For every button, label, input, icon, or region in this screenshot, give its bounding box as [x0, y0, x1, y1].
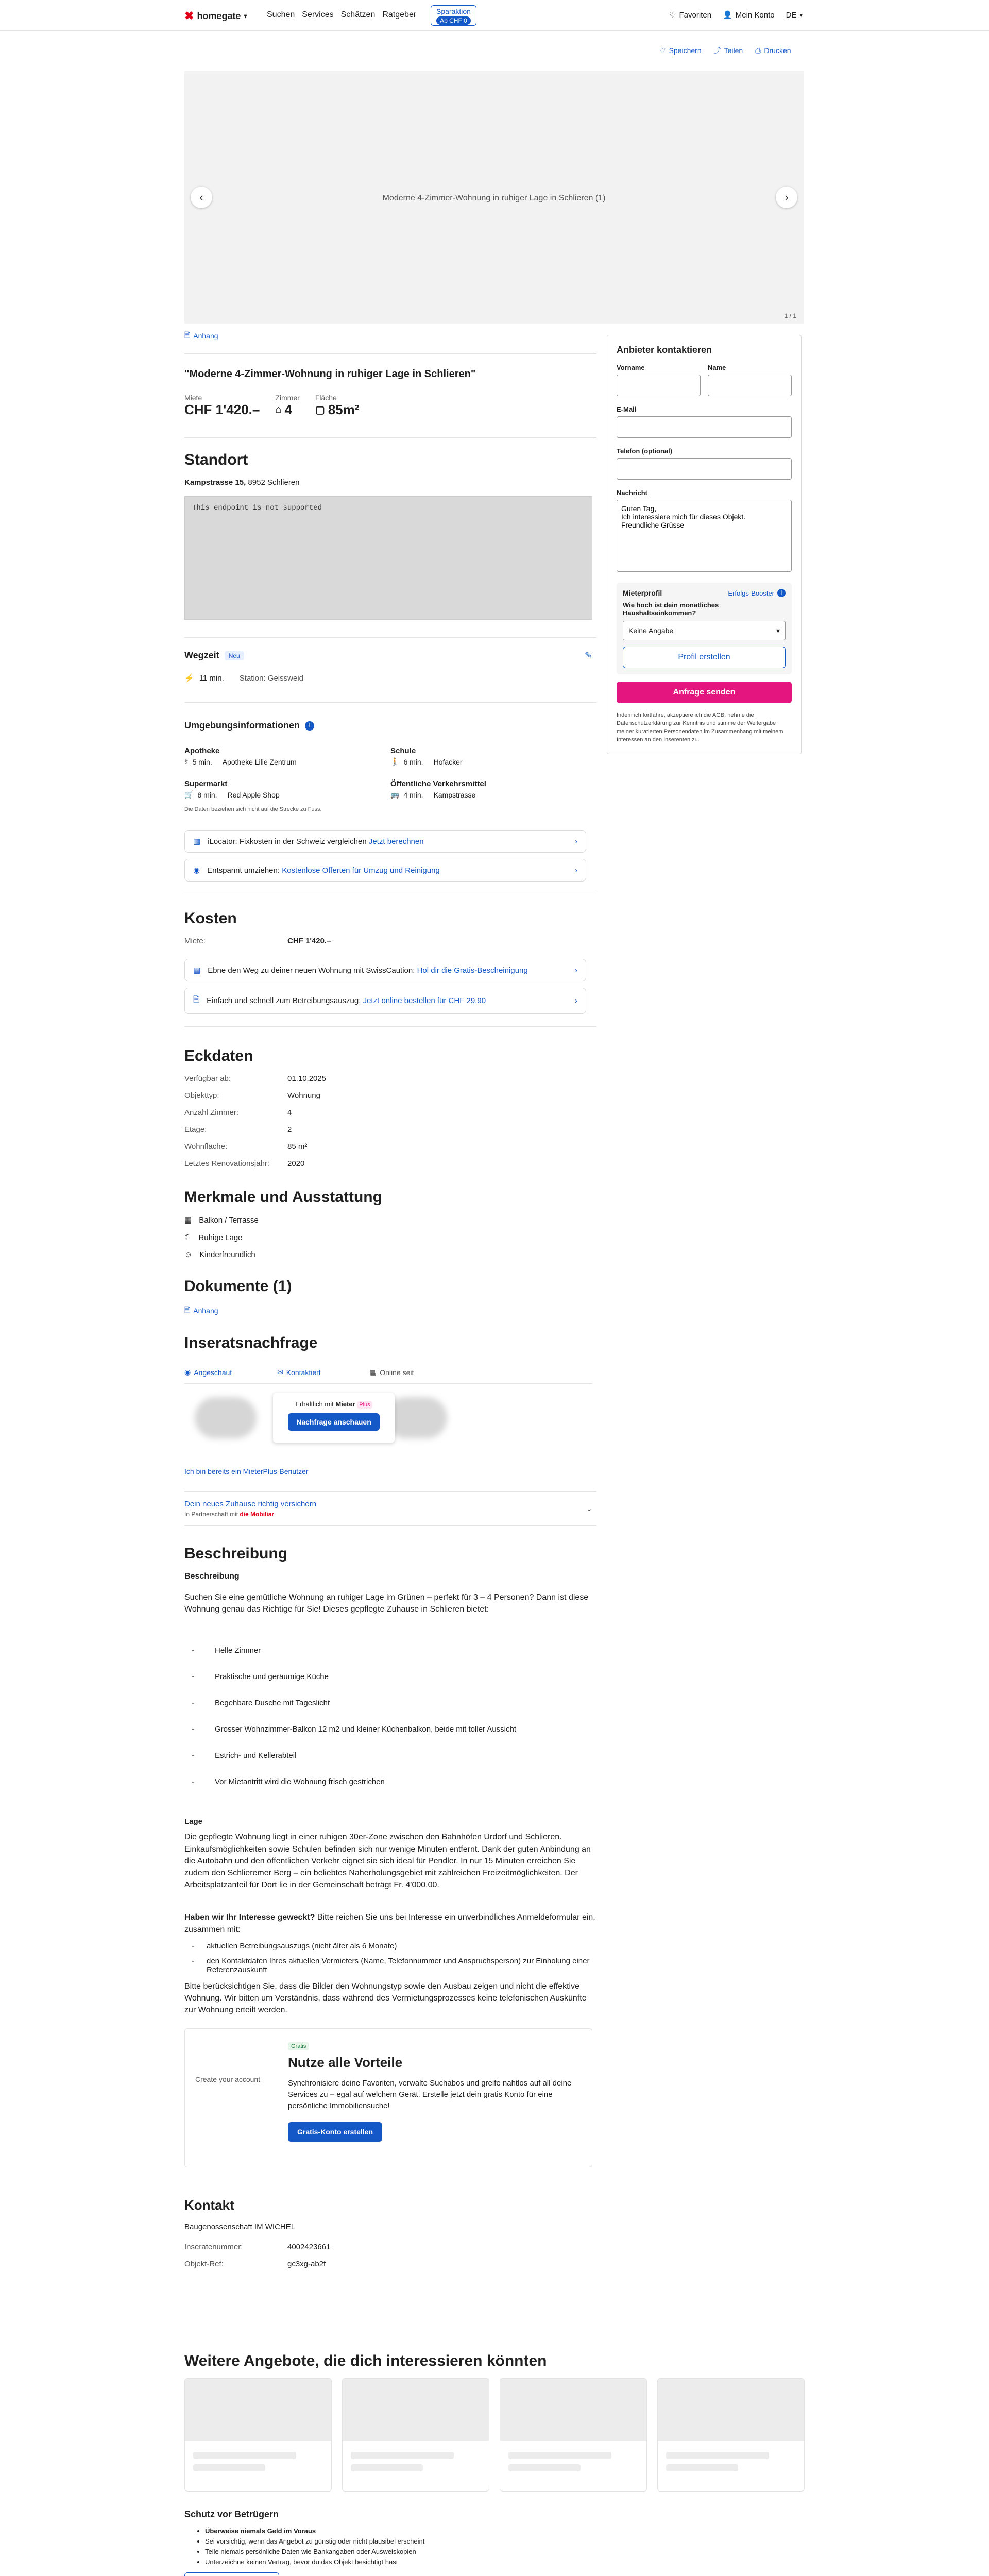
offer-card-placeholder[interactable]: [657, 2378, 805, 2492]
insurance-title: Dein neues Zuhause richtig versichern: [184, 1500, 316, 1509]
fraud-bold-point: • Überweise niemals Geld im Voraus: [205, 2526, 596, 2536]
gallery-prev-button[interactable]: [191, 187, 212, 208]
features-list: [184, 1215, 596, 1259]
tenant-profile-box: [617, 583, 792, 674]
user-icon: 👤: [723, 11, 732, 20]
save-button[interactable]: [659, 45, 702, 56]
more-offers-heading: Weitere Angebote, die dich interessieren könnten: [184, 2352, 547, 2369]
document-icon: 🗎: [184, 1306, 191, 1314]
income-select-value: Keine Angabe: [628, 626, 674, 635]
chevron-down-icon: ⌄: [586, 1504, 592, 1513]
promo-image: Create your account: [195, 2075, 261, 2084]
message-label: Nachricht: [617, 489, 647, 497]
nav-schaetzen[interactable]: Schätzen: [340, 10, 376, 19]
swisscaution-text: Ebne den Weg zu deiner neuen Wohnung mit SwissCaution:: [208, 965, 415, 975]
address-street: Kampstrasse 15,: [184, 478, 246, 487]
cart-icon: 🛒: [184, 790, 194, 799]
keydata-row: Wohnfläche: 85 m²: [184, 1142, 308, 1151]
listing-toolbar: [659, 45, 791, 56]
share-label: Teilen: [724, 46, 743, 55]
view-demand-button[interactable]: Nachfrage anschauen: [288, 1413, 380, 1431]
info-icon: i: [777, 589, 786, 597]
fraud-point: • Teile niemals persönliche Daten wie Bankangaben oder Ausweiskopien: [205, 2547, 596, 2557]
list-item: - Begehbare Dusche mit Tageslicht: [192, 1699, 330, 1708]
create-profile-button[interactable]: Profil erstellen: [623, 647, 786, 668]
heart-icon: ♡: [659, 46, 666, 55]
create-account-button[interactable]: Gratis-Konto erstellen: [288, 2122, 382, 2142]
features-heading: Merkmale und Ausstattung: [184, 1189, 382, 1206]
surrounding-item: [390, 779, 596, 799]
key-facts: [184, 394, 596, 418]
print-button[interactable]: [755, 45, 791, 56]
account-button[interactable]: [723, 10, 775, 20]
homegate-logo-icon: ✖: [184, 9, 194, 22]
last-name-label: Name: [708, 364, 726, 371]
attachment-link[interactable]: [184, 330, 218, 342]
address-city: 8952 Schlieren: [248, 478, 300, 487]
surrounding-place: Apotheke Lilie Zentrum: [222, 757, 297, 766]
list-item: - Helle Zimmer: [192, 1646, 261, 1655]
printer-icon: ⎙: [755, 46, 761, 55]
site-header: [0, 0, 989, 31]
surrounding-time: 6 min.: [403, 757, 423, 766]
fraud-point: • Sei vorsichtig, wenn das Angebot zu günstig oder nicht plausibel erscheint: [205, 2536, 596, 2547]
keydata-row: Letztes Renovationsjahr: 2020: [184, 1159, 305, 1168]
feature-item: ☾ Ruhige Lage: [184, 1233, 243, 1242]
demand-tab-online[interactable]: ▦ Online seit: [370, 1368, 414, 1377]
costs-heading: Kosten: [184, 910, 237, 927]
document-icon: 🗎: [193, 995, 200, 1004]
debt-extract-text: Einfach und schnell zum Betreibungsauszug:: [207, 996, 361, 1005]
print-label: Drucken: [764, 46, 791, 55]
address: [184, 478, 596, 487]
moving-offers-link[interactable]: [184, 859, 586, 882]
list-item: - aktuellen Betreibungsauszugs (nicht älter als 6 Monate): [192, 1941, 397, 1951]
info-icon[interactable]: i: [305, 721, 314, 731]
surrounding-time: 5 min.: [192, 757, 212, 766]
promo-text: Synchronisiere deine Favoriten, verwalte Suchabos und greife nahtlos auf all deine Services zu – egal auf welchem Gerät. Erstelle jetzt dein gratis Konto für eine persönliche Immobiliensuche!: [288, 2079, 572, 2110]
documents-heading: Dokumente (1): [184, 1278, 292, 1295]
surrounding-time: 4 min.: [403, 790, 423, 799]
kontakt-heading: Kontakt: [184, 2197, 234, 2213]
demand-heading: Inseratsnachfrage: [184, 1334, 318, 1351]
save-label: Speichern: [669, 46, 702, 55]
description-intro: Suchen Sie eine gemütliche Wohnung an ruhiger Lage im Grünen – perfekt für 3 – 4 Personen? Dann ist diese Wohnung genau das Richtige für Sie! Dieses gepflegte Zuhause in Schlieren bietet:: [184, 1593, 589, 1614]
costs-rent-value: CHF 1'420.–: [287, 937, 331, 945]
contact-form: [607, 335, 802, 754]
surrounding-item: [184, 779, 390, 799]
free-badge: Gratis: [288, 2042, 309, 2050]
kontakt-row: Objekt-Ref: gc3xg-ab2f: [184, 2260, 326, 2269]
keydata-row: Anzahl Zimmer: 4: [184, 1108, 292, 1117]
keydata-heading: Eckdaten: [184, 1047, 253, 1064]
demand-widget: [184, 1361, 592, 1459]
legal-notice: Indem ich fortfahre, akzeptiere ich die AGB, nehme die Datenschutzerklärung zur Kenntnis und stimme der Weitergabe meiner kuratierten Personendaten im Zusammenhang mit meinem Interessen an den Inserenten zu.: [617, 712, 783, 743]
fraud-protection: [184, 2509, 596, 2576]
favorites-label: Favoriten: [679, 10, 712, 20]
demand-tab-viewed[interactable]: ◉ Angeschaut: [184, 1368, 232, 1377]
mail-icon: ✉: [277, 1368, 283, 1376]
balcony-icon: ▦: [184, 1216, 192, 1225]
surrounding-place: Kampstrasse: [433, 790, 476, 799]
list-item: - Grosser Wohnzimmer-Balkon 12 m2 und kleiner Küchenbalkon, beide mit toller Aussicht: [192, 1725, 516, 1734]
surrounding-place: Hofacker: [433, 757, 463, 766]
nav-suchen[interactable]: Suchen: [267, 10, 295, 19]
child-icon: ☺: [184, 1250, 193, 1259]
account-promo: [184, 2028, 592, 2167]
surroundings-note: Die Daten beziehen sich nicht auf die Strecke zu Fuss.: [184, 806, 322, 812]
chevron-right-icon: ›: [575, 837, 577, 846]
phone-input[interactable]: [617, 458, 792, 480]
commute-station: Station: Geissweid: [239, 673, 303, 683]
lage-text: Die gepflegte Wohnung liegt in einer ruhigen 30er-Zone zwischen den Bahnhöfen Urdorf und Schlieren. Einkaufsmöglichkeiten sowie Schulen befinden sich nur wenige Minuten entfernt. Dank der guten Anbindung an die Autobahn und den öffentlichen Verkehr eignet sie sich ideal für Pendler. In nur 15 Minuten erreichen Sie zudem den Schlieremer Berg – ein beliebtes Naherholungsgebiet mit zahlreichen Freizeitmöglichkeiten. Der Arbeitsplatzanteil für Dort lie in der Gemeinschaft beträgt Fr. 4'000.00.: [184, 1833, 591, 1890]
document-icon: 🗎: [184, 331, 191, 339]
commute-info: [184, 673, 596, 683]
first-name-input[interactable]: [617, 375, 701, 396]
commute-time: 11 min.: [199, 673, 224, 683]
logo-text: homegate: [197, 10, 241, 21]
surrounding-category: Öffentliche Verkehrsmittel: [390, 779, 486, 788]
rooms-label: Zimmer: [275, 394, 300, 402]
surrounding-time: 8 min.: [197, 790, 217, 799]
calendar-icon: ▦: [370, 1368, 377, 1376]
offer-card-placeholder[interactable]: [342, 2378, 489, 2492]
bus-icon: 🚌: [390, 790, 400, 799]
rent-value: CHF 1'420.–: [184, 402, 260, 417]
report-listing-button[interactable]: [184, 2572, 279, 2576]
share-button[interactable]: [714, 45, 743, 56]
bolt-icon: ⚡: [184, 674, 194, 683]
account-label: Mein Konto: [735, 10, 775, 20]
lage-heading: Lage: [184, 1817, 203, 1826]
surrounding-category: Schule: [390, 747, 416, 755]
keydata-row: Verfügbar ab: 01.10.2025: [184, 1074, 327, 1083]
pharmacy-icon: ⚕: [184, 757, 189, 766]
chevron-right-icon: ›: [575, 996, 577, 1005]
walk-icon: 🚶: [390, 757, 400, 766]
sparaktion-badge: Ab CHF 0: [436, 16, 471, 25]
surroundings-heading: Umgebungsinformationen: [184, 720, 300, 731]
feature-item: ▦ Balkon / Terrasse: [184, 1215, 259, 1225]
new-badge: Neu: [225, 651, 244, 660]
send-request-button[interactable]: Anfrage senden: [617, 682, 792, 703]
edit-icon[interactable]: ✎: [584, 650, 592, 660]
certificate-icon: ▤: [193, 966, 201, 975]
insurance-accordion[interactable]: [184, 1500, 592, 1518]
keydata-row: Etage: 2: [184, 1125, 292, 1134]
demand-popup: Erhältlich mit Mieter Plus Nachfrage anschauen: [273, 1393, 395, 1443]
fraud-point: • Unterzeichne keinen Vertrag, bevor du das Objekt besichtigt hast: [205, 2557, 596, 2567]
chevron-down-icon: ▾: [776, 626, 780, 635]
offer-card-placeholder[interactable]: [500, 2378, 647, 2492]
email-label: E-Mail: [617, 405, 637, 413]
insurance-partner-label: In Partnerschaft mit: [184, 1511, 238, 1518]
list-item: - Estrich- und Kellerabteil: [192, 1751, 297, 1760]
rent-label: Miete: [184, 394, 202, 402]
chevron-left-icon: ‹: [199, 191, 203, 204]
profile-tip-link[interactable]: [728, 589, 786, 597]
offer-card-placeholder[interactable]: [184, 2378, 332, 2492]
attachment-label: Anhang: [193, 332, 218, 340]
area-label: Fläche: [315, 394, 337, 402]
nav-services[interactable]: Services: [302, 10, 334, 19]
document-link[interactable]: [184, 1304, 218, 1317]
chevron-right-icon: ›: [785, 191, 789, 204]
map-icon: ▥: [193, 837, 201, 846]
description-heading: Beschreibung: [184, 1545, 288, 1562]
phone-label: Telefon (optional): [617, 447, 673, 455]
surrounding-category: Supermarkt: [184, 779, 228, 788]
description-closing: Bitte berücksichtigen Sie, dass die Bilder den Wohnungstyp sowie den Ausbau zeigen und nicht die effektive Wohnung. Wir bitten um Verständnis, dass während des Vermietungsprozesses keine telefonischen Auskünfte zur Wohnung erteilt werden.: [184, 1981, 587, 2015]
gallery-image-alt: Moderne 4-Zimmer-Wohnung in ruhiger Lage in Schlieren (1): [382, 194, 606, 202]
heart-icon: ♡: [669, 11, 676, 20]
commute-label: Wegzeit: [184, 650, 219, 660]
moving-cta[interactable]: Kostenlose Offerten für Umzug und Reinigung: [282, 866, 440, 875]
swisscaution-cta[interactable]: Hol dir die Gratis-Bescheinigung: [417, 965, 528, 975]
gallery-counter: 1 / 1: [784, 312, 796, 319]
location-heading: Standort: [184, 451, 248, 468]
contact-form-title: Anbieter kontaktieren: [617, 345, 712, 355]
email-input[interactable]: [617, 416, 792, 438]
description-subheading: Beschreibung: [184, 1572, 240, 1581]
surrounding-item: [184, 747, 390, 766]
chevron-down-icon: ▾: [799, 12, 803, 19]
kontakt-row: Inseratenummer: 4002423661: [184, 2243, 331, 2252]
image-gallery[interactable]: [184, 71, 804, 324]
eye-icon: ◉: [193, 866, 200, 875]
keydata-row: Objekttyp: Wohnung: [184, 1091, 320, 1100]
list-item: - Praktische und geräumige Küche: [192, 1672, 329, 1682]
ilocator-link[interactable]: [184, 830, 586, 853]
interest-heading: Haben wir Ihr Interesse geweckt?: [184, 1913, 315, 1922]
interest-bullets: [184, 1942, 596, 1974]
surrounding-category: Apotheke: [184, 747, 220, 755]
sparaktion-button[interactable]: [431, 5, 476, 26]
map[interactable]: This endpoint is not supported: [184, 496, 592, 620]
sparaktion-label: Sparaktion: [436, 7, 471, 15]
message-textarea[interactable]: [617, 500, 792, 572]
surroundings-grid: [184, 747, 596, 799]
ilocator-cta[interactable]: Jetzt berechnen: [368, 837, 424, 846]
area-value: 85m²: [328, 402, 360, 417]
main-nav: [267, 10, 416, 20]
last-name-input[interactable]: [708, 375, 792, 396]
debt-extract-link[interactable]: [184, 988, 586, 1014]
surrounding-item: [390, 747, 596, 766]
listing-title: "Moderne 4-Zimmer-Wohnung in ruhiger Lage in Schlieren": [184, 368, 476, 380]
rooms-icon: ⌂: [275, 404, 282, 415]
plus-user-link[interactable]: Ich bin bereits ein MieterPlus-Benutzer: [184, 1467, 309, 1476]
demand-tab-contacted[interactable]: ✉ Kontaktiert: [277, 1368, 321, 1377]
surrounding-place: Red Apple Shop: [227, 790, 280, 799]
header-actions: [669, 10, 803, 20]
income-select[interactable]: [623, 621, 786, 640]
swisscaution-link[interactable]: [184, 959, 586, 981]
debt-extract-cta[interactable]: Jetzt online bestellen für CHF 29.90: [363, 996, 486, 1005]
advertiser-name: Baugenossenschaft IM WICHEL: [184, 2223, 296, 2232]
keydata-table: [184, 1074, 596, 1168]
plus-badge: Plus: [357, 1401, 372, 1409]
ilocator-text: iLocator: Fixkosten in der Schweiz vergleichen: [208, 837, 367, 846]
quiet-icon: ☾: [184, 1233, 192, 1242]
feature-item: ☺ Kinderfreundlich: [184, 1250, 255, 1259]
nav-ratgeber[interactable]: Ratgeber: [382, 10, 417, 19]
homegate-logo[interactable]: [184, 9, 247, 23]
chevron-down-icon: ▾: [244, 12, 247, 20]
eye-icon: ◉: [184, 1368, 191, 1376]
area-icon: ▢: [315, 404, 325, 416]
favorites-button[interactable]: [669, 10, 711, 20]
promo-title: Nutze alle Vorteile: [288, 2055, 403, 2071]
fraud-heading: Schutz vor Betrügern: [184, 2509, 279, 2519]
gallery-next-button[interactable]: [776, 187, 797, 208]
share-icon: ⤴: [713, 46, 721, 55]
description-bullets: [184, 1646, 596, 1786]
income-question: Wie hoch ist dein monatliches Haushaltseinkommen?: [623, 601, 719, 617]
rooms-value: 4: [284, 402, 292, 417]
profile-tip-label: Erfolgs-Booster: [728, 589, 774, 597]
list-item: - den Kontaktdaten Ihres aktuellen Vermieters (Name, Telefonnummer und Anspruchsperson) zur Einholung einer Referenzauskunft: [192, 1956, 590, 1974]
document-label: Anhang: [193, 1307, 218, 1315]
costs-rent-label: Miete:: [184, 937, 206, 945]
language-select[interactable]: [786, 10, 803, 20]
list-item: - Vor Mietantritt wird die Wohnung frisch gestrichen: [192, 1777, 385, 1787]
first-name-label: Vorname: [617, 364, 645, 371]
mobiliar-logo: die Mobiliar: [240, 1511, 275, 1518]
moving-text: Entspannt umziehen:: [207, 866, 280, 875]
chevron-right-icon: ›: [575, 965, 577, 975]
language-label: DE: [786, 10, 797, 20]
interest-text: Bitte reichen Sie uns bei Interesse ein unverbindliches Anmeldeformular ein, zusammen mit:: [184, 1913, 595, 1934]
profile-label: Mieterprofil: [623, 589, 662, 597]
listing-main: [184, 330, 596, 2277]
chevron-right-icon: ›: [575, 866, 577, 875]
